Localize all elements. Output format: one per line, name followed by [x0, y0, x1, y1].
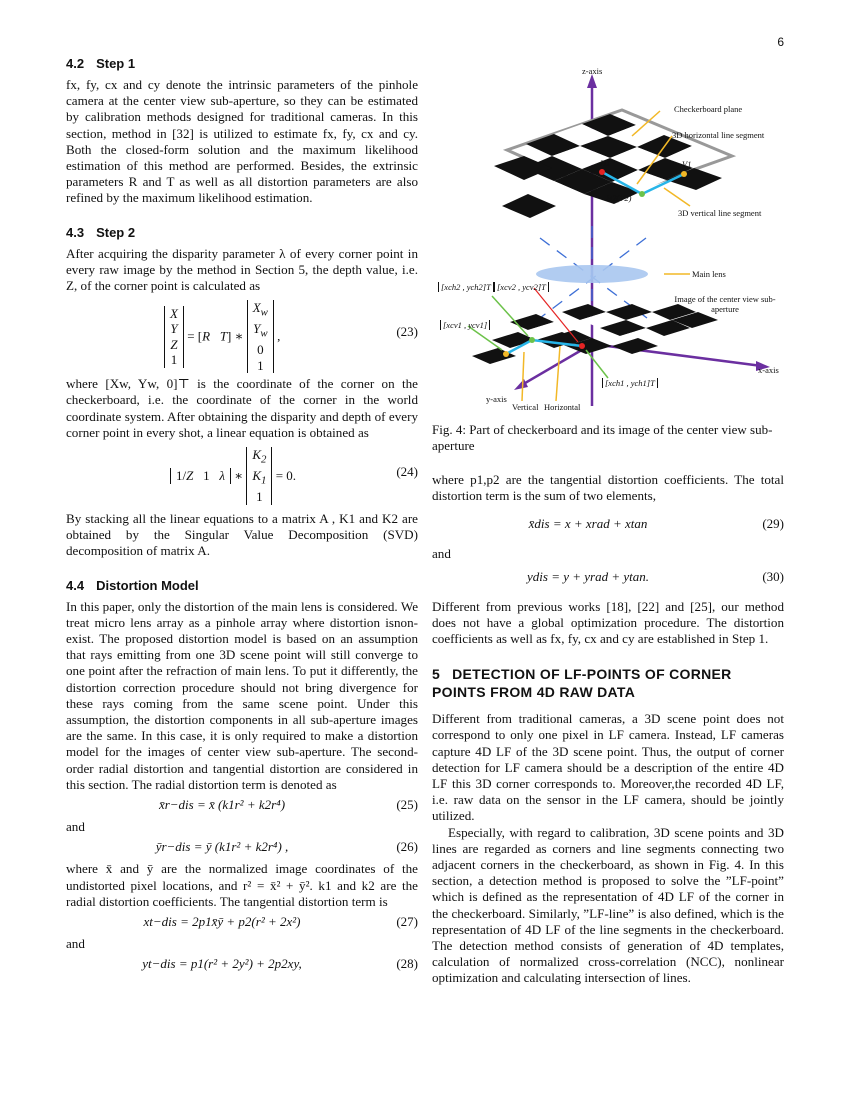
- main-lens: [536, 265, 648, 283]
- section-4-4-paragraph-2: where x̄ and ȳ are the normalized image coordinates of the undistorted pixel locations, and r² = x̄² + ȳ². k1 and k2 are the radial distortion coefficients. The tangential distortion term is: [66, 861, 418, 909]
- section-5-paragraph-1: Different from traditional cameras, a 3D scene point does not correspond to only one pixel in LF camera. Instead, LF cameras capture 4D LF of the 3D scene point. Thus, the output of corner detection for LF camera should be a description of the entire 4D LF this 3D corner corresponds to. Moreover,the recorded 4D LF, i.e. raw data on the sensor in the LF camera, should be jointly utilized.: [432, 711, 784, 824]
- h1-label: H1: [600, 158, 611, 168]
- main-lens-label: Main lens: [692, 269, 726, 279]
- section-4-4-heading: 4.4 Distortion Model: [66, 577, 199, 593]
- section-4-2-heading: 4.2 Step 1: [66, 56, 136, 71]
- equation-25: x̄r−dis = x̄ (k1r² + k2r⁴) (25): [158, 797, 418, 813]
- equation-28: yt−dis = p1(r² + 2y²) + 2p2xy, (28): [142, 956, 418, 972]
- page-number: 6: [777, 35, 784, 49]
- section-4-2-paragraph: fx, fy, cx and cy denote the intrinsic parameters of the pinhole camera at the center view sub-aperture, so they can be estimated by calibration methods designed for traditional cameras. In this section, method in [32] is utilized to estimate fx, fy, cx and cy. Both the closed-form solution and the maximum likelihood estimation of this method are performed. Besides, the extrinsic parameters R and T as well as all distortion parameters are also refined by the maximum likelihood estimation.: [66, 77, 418, 206]
- section-5-heading: 5 DETECTION OF LF-POINTS OF CORNER POINTS FROM 4D RAW DATA: [432, 666, 732, 701]
- v1-label: V1: [682, 159, 692, 169]
- horizontal-label: Horizontal: [544, 402, 581, 412]
- and-text-2: and: [66, 935, 85, 951]
- equation-23-number: (23): [396, 324, 418, 340]
- equation-24-number: (24): [396, 464, 418, 480]
- coord-h2-label: [xch2 , ych2]T: [438, 282, 494, 292]
- h2v2-label: H2(V2): [606, 193, 632, 203]
- vertical-segment-label: 3D vertical line segment: [678, 208, 762, 218]
- section-4-3-heading: 4.3 Step 2: [66, 224, 136, 240]
- coord-h1-label: [xch1 , ych1]T: [602, 378, 658, 388]
- checkerboard-plane-label: Checkerboard plane: [674, 104, 743, 114]
- equation-29: x̄dis = x + xrad + xtan (29): [528, 516, 784, 532]
- equation-24: 1/Z 1 λ ∗ $K_2$ $K_1$ 1 = 0. (24): [66, 447, 418, 501]
- section-5-paragraph-2: Especially, with regard to calibration, 3D scene points and 3D lines are regarded as corners and line segments connecting two adjacent corners in the checkerboard, as shown in Fig. 4. In this section, a detection method is proposed to solve the ”LF-point” which is defined as the representation of 4D LF of the corner in the checkerboard. Similarly, ”LF-line” is also defined, which is the representation of 4D LF of the line segments in the checkerboard. The detection method consists of generation of 4D templates, calculation of normalized cross-correlation (NCC), nonlinear optimization and calculating intersection of lines.: [432, 824, 784, 986]
- equation-27: xt−dis = 2p1x̄ȳ + p2(r² + 2x²) (27): [143, 913, 418, 929]
- left-column: [66, 56, 418, 978]
- figure-4-caption: Fig. 4: Part of checkerboard and its image of the center view sub-aperture: [432, 422, 773, 453]
- section-4-3-paragraph-3: By stacking all the linear equations to a matrix A , K1 and K2 are obtained by the Singular Value Decomposition (SVD) decomposition of matrix A.: [66, 511, 418, 559]
- z-axis-label: z-axis: [582, 66, 603, 76]
- coord-v2-label: [xcv2 , ycv2]T: [494, 282, 549, 292]
- point-H2V2: [639, 191, 645, 197]
- coord-v1-label: [xcv1 , ycv1]: [440, 320, 490, 330]
- y-axis-label: y-axis: [486, 394, 507, 404]
- section-4-3-paragraph-1: After acquiring the disparity parameter λ of every corner point in every raw image by the method in Section 5, the depth value, i.e. Z, of the corner point is calculated as: [66, 245, 418, 294]
- horizontal-segment-label: 3D horizontal line segment: [672, 130, 765, 140]
- and-text-3: and: [432, 546, 451, 562]
- z-axis-arrow: [587, 74, 597, 88]
- vertical-label: Vertical: [512, 402, 539, 412]
- point-H1: [599, 169, 605, 175]
- right-paragraph-2: Different from previous works [18], [22] and [25], our method does not have a global optimization procedure. The distortion coefficients as well as fx, fy, cx and cy are established in Step 1.: [432, 598, 784, 647]
- y-axis-arrow: [514, 379, 528, 390]
- point-V1: [681, 171, 687, 177]
- and-text-1: and: [66, 819, 85, 835]
- equation-23: X Y Z 1 = [R T] ∗ $X_w$ $Y_w$ 0 1 , (23): [66, 300, 418, 366]
- x-axis-label: x-axis: [758, 365, 779, 375]
- section-4-3-paragraph-2: where [Xw, Yw, 0]⊤ is the coordinate of the corner on the checkerboard, i.e. the coordinate of the corner in the world coordinate system. After obtaining the disparity and depth of every corner point in every shot, a linear equation is obtained as: [66, 376, 418, 440]
- equation-30: ydis = y + yrad + ytan. (30): [527, 568, 784, 584]
- section-4-4-paragraph-1: In this paper, only the distortion of the main lens is considered. We treat micro lens array as a pinhole array where distortion isnon-exist. The proposed distortion model is based on an assumption that rays emitting from one 3D scene point will still converge to one point after the refraction of main lens. To put it differently, the distortion correction procedure should not bring divergence for these rays coming from the same scene point. Under this assumption, the distortion components in all sub-aperture images are the same. In this case, it is only required to make a distortion model for the images of center view sub-aperture. The second-order radial distortion and tangential distortion are considered in this section. The radial distortion term is denoted as: [66, 598, 418, 792]
- figure-4: [432, 56, 784, 416]
- equation-26: ȳr−dis = ȳ (k1r² + k2r⁴) , (26): [155, 839, 418, 855]
- right-paragraph-1: where p1,p2 are the tangential distortion coefficients. The total distortion term is the sum of two elements,: [432, 472, 784, 504]
- right-column: [432, 56, 784, 987]
- center-view-label: Image of the center view sub-aperture: [674, 294, 776, 314]
